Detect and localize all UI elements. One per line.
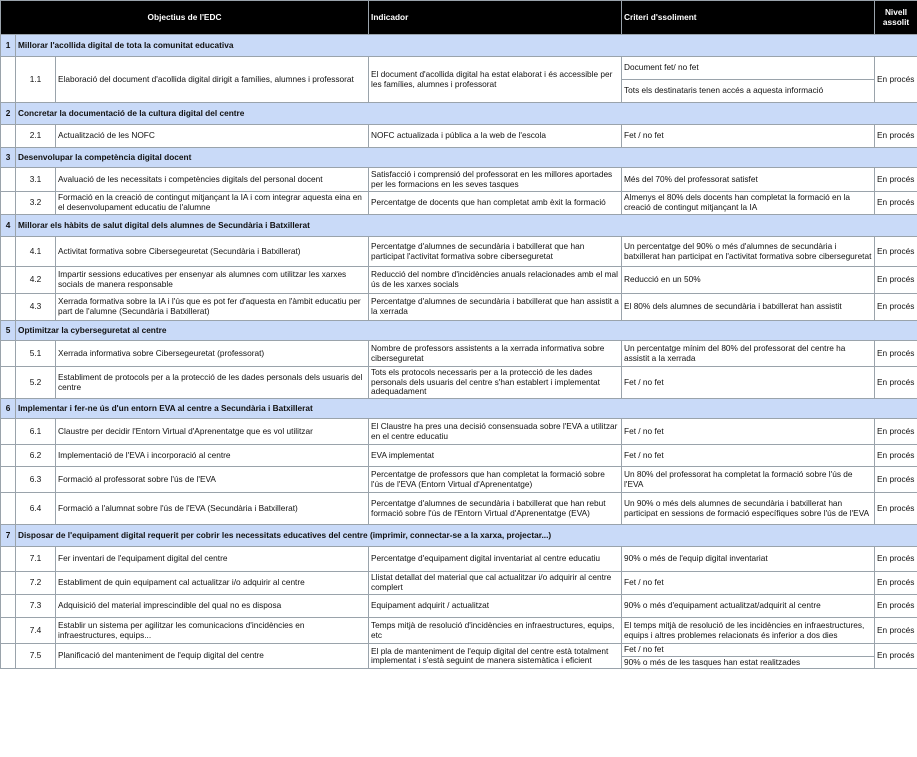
- section-row: [1, 148, 917, 168]
- indicator-text: Satisfacció i comprensió del professorat en les millores aportades per les formacions en les seves tasques: [369, 168, 622, 192]
- level-text: En procés: [875, 445, 917, 467]
- row-spacer: [1, 267, 16, 294]
- action-id: 5.1: [16, 341, 56, 367]
- row-spacer: [1, 419, 16, 445]
- table-row: [1, 57, 917, 80]
- section-number: 3: [1, 148, 16, 168]
- header-indicador: Indicador: [369, 1, 622, 35]
- action-id: 7.5: [16, 644, 56, 669]
- indicator-text: Percentatge d'alumnes de secundària i batxillerat que han assistit a la xerrada: [369, 294, 622, 321]
- table-row: [1, 267, 917, 294]
- criteria-text: Un percentatge del 90% o més d'alumnes de secundària i batxillerat han participat en l'activitat formativa sobre ciberseguretat: [622, 237, 875, 267]
- row-spacer: [1, 125, 16, 148]
- action-text: Fer inventari de l'equipament digital del centre: [56, 547, 369, 572]
- table-row: [1, 572, 917, 595]
- level-text: En procés: [875, 367, 917, 399]
- section-title: Disposar de l'equipament digital requerit per cobrir les necessitats educatives del centre (imprimir, connectar-se a la xarxa, projectar...): [16, 525, 917, 547]
- row-spacer: [1, 192, 16, 215]
- action-id: 7.3: [16, 595, 56, 618]
- action-id: 3.2: [16, 192, 56, 215]
- criteria-text: Un 90% o més dels alumnes de secundària i batxillerat han participat en sessions de formació específiques sobre l'ús de l'EVA: [622, 493, 875, 525]
- action-text: Claustre per decidir l'Entorn Virtual d'Aprenentatge que es vol utilitzar: [56, 419, 369, 445]
- action-text: Establiment de protocols per a la protecció de les dades personals dels usuaris del centre: [56, 367, 369, 399]
- row-spacer: [1, 57, 16, 103]
- indicator-text: Percentatge d'equipament digital inventariat al centre educatiu: [369, 547, 622, 572]
- action-id: 7.4: [16, 618, 56, 644]
- action-id: 6.3: [16, 467, 56, 493]
- section-row: [1, 399, 917, 419]
- indicator-text: Equipament adquirit / actualitzat: [369, 595, 622, 618]
- table-row: [1, 294, 917, 321]
- criteria-text: Document fet/ no fet: [622, 57, 875, 80]
- level-text: En procés: [875, 341, 917, 367]
- header-nivell: Nivell assolit: [875, 1, 917, 35]
- indicator-text: Percentatge d'alumnes de secundària i batxillerat que han rebut formació sobre l'ús de l'Entorn Virtual d'Aprenentatge (EVA): [369, 493, 622, 525]
- section-row: [1, 103, 917, 125]
- table-row: [1, 644, 917, 657]
- action-id: 6.2: [16, 445, 56, 467]
- table-row: [1, 367, 917, 399]
- indicator-text: Tots els protocols necessaris per a la protecció de les dades personals dels usuaris del centre s'han establert i implementat adequadament: [369, 367, 622, 399]
- row-spacer: [1, 618, 16, 644]
- section-title: Concretar la documentació de la cultura digital del centre: [16, 103, 917, 125]
- row-spacer: [1, 467, 16, 493]
- row-spacer: [1, 168, 16, 192]
- row-spacer: [1, 547, 16, 572]
- action-text: Implementació de l'EVA i incorporació al centre: [56, 445, 369, 467]
- criteria-text: El 80% dels alumnes de secundària i batxillerat han assistit: [622, 294, 875, 321]
- level-text: En procés: [875, 168, 917, 192]
- criteria-text: Més del 70% del professorat satisfet: [622, 168, 875, 192]
- section-title: Optimitzar la cyberseguretat al centre: [16, 321, 917, 341]
- action-text: Establir un sistema per agilitzar les comunicacions d'incidències en infraestructures, equips...: [56, 618, 369, 644]
- action-text: Formació en la creació de contingut mitjançant la IA i com integrar aquesta eina en el desenvolupament educatiu de l'alumne: [56, 192, 369, 215]
- level-text: En procés: [875, 547, 917, 572]
- action-id: 3.1: [16, 168, 56, 192]
- indicator-text: EVA implementat: [369, 445, 622, 467]
- level-text: En procés: [875, 618, 917, 644]
- indicator-text: NOFC actualizada i pública a la web de l'escola: [369, 125, 622, 148]
- action-id: 5.2: [16, 367, 56, 399]
- table-row: [1, 467, 917, 493]
- row-spacer: [1, 341, 16, 367]
- action-text: Planificació del manteniment de l'equip digital del centre: [56, 644, 369, 669]
- criteria-text: Fet / no fet: [622, 367, 875, 399]
- table-body: [1, 35, 917, 669]
- action-text: Elaboració del document d'acollida digital dirigit a famílies, alumnes i professorat: [56, 57, 369, 103]
- section-number: 5: [1, 321, 16, 341]
- action-id: 4.2: [16, 267, 56, 294]
- row-spacer: [1, 595, 16, 618]
- indicator-text: Reducció del nombre d'incidències anuals relacionades amb el mal ús de les xarxes socials: [369, 267, 622, 294]
- section-title: Millorar els hàbits de salut digital dels alumnes de Secundària i Batxillerat: [16, 215, 917, 237]
- level-text: En procés: [875, 493, 917, 525]
- action-id: 7.2: [16, 572, 56, 595]
- action-text: Xerrada formativa sobre la IA i l'ús que es pot fer d'aquesta en l'àmbit educatiu per part de l'alumne (Secundària i Batxillerat): [56, 294, 369, 321]
- criteria-text: El temps mitjà de resolució de les incidències en infraestructures, equips i altres problemes relacionats és inferior a dos dies: [622, 618, 875, 644]
- section-number: 2: [1, 103, 16, 125]
- action-text: Activitat formativa sobre Cibersegeuretat (Secundària i Batxillerat): [56, 237, 369, 267]
- level-text: En procés: [875, 644, 917, 669]
- action-id: 7.1: [16, 547, 56, 572]
- level-text: En procés: [875, 267, 917, 294]
- criteria-text: 90% o més de les tasques han estat realitzades: [622, 656, 875, 669]
- action-id: 1.1: [16, 57, 56, 103]
- level-text: En procés: [875, 572, 917, 595]
- section-number: 1: [1, 35, 16, 57]
- level-text: En procés: [875, 237, 917, 267]
- criteria-text: Fet / no fet: [622, 419, 875, 445]
- action-text: Formació al professorat sobre l'ús de l'EVA: [56, 467, 369, 493]
- action-text: Impartir sessions educatives per ensenyar als alumnes com utilitzar les xarxes socials de manera responsable: [56, 267, 369, 294]
- indicator-text: Temps mitjà de resolució d'incidències en infraestructures, equips, etc: [369, 618, 622, 644]
- section-title: Desenvolupar la competència digital docent: [16, 148, 917, 168]
- table-row: [1, 237, 917, 267]
- section-number: 4: [1, 215, 16, 237]
- action-text: Xerrada informativa sobre Cibersegeuretat (professorat): [56, 341, 369, 367]
- level-text: En procés: [875, 419, 917, 445]
- criteria-text: Fet / no fet: [622, 572, 875, 595]
- row-spacer: [1, 367, 16, 399]
- table-row: [1, 341, 917, 367]
- criteria-text: Fet / no fet: [622, 125, 875, 148]
- indicator-text: El Claustre ha pres una decisió consensuada sobre l'EVA a utilitzar en el centre educatiu: [369, 419, 622, 445]
- action-text: Establiment de quin equipament cal actualitzar i/o adquirir al centre: [56, 572, 369, 595]
- criteria-text: 90% o més d'equipament actualitzat/adquirit al centre: [622, 595, 875, 618]
- indicator-text: Llistat detallat del material que cal actualitzar i/o adquirir al centre complert: [369, 572, 622, 595]
- table-row: [1, 547, 917, 572]
- header-criteri: Criteri d'ssoliment: [622, 1, 875, 35]
- table-row: [1, 125, 917, 148]
- row-spacer: [1, 237, 16, 267]
- action-id: 2.1: [16, 125, 56, 148]
- level-text: En procés: [875, 125, 917, 148]
- header-objectius: Objectius de l'EDC: [1, 1, 369, 35]
- indicator-text: Percentatge de docents que han completat amb èxit la formació: [369, 192, 622, 215]
- header-row: [1, 1, 917, 35]
- table-row: [1, 168, 917, 192]
- indicator-text: Percentatge d'alumnes de secundària i batxillerat que han participat l'activitat formativa sobre ciberseguretat: [369, 237, 622, 267]
- action-id: 6.4: [16, 493, 56, 525]
- row-spacer: [1, 644, 16, 669]
- section-number: 6: [1, 399, 16, 419]
- criteria-text: 90% o més de l'equip digital inventariat: [622, 547, 875, 572]
- criteria-text: Fet / no fet: [622, 644, 875, 657]
- indicator-text: Percentatge de professors que han completat la formació sobre l'ús de l'EVA (Entorn Virtual d'Aprenentatge): [369, 467, 622, 493]
- action-text: Formació a l'alumnat sobre l'ús de l'EVA (Secundària i Batxillerat): [56, 493, 369, 525]
- table-row: [1, 445, 917, 467]
- table-row: [1, 595, 917, 618]
- section-number: 7: [1, 525, 16, 547]
- criteria-text: Almenys el 80% dels docents han completat la formació en la creació de contingut mitjançant la IA: [622, 192, 875, 215]
- indicator-text: El document d'acollida digital ha estat elaborat i és accessible per les famílies, alumnes i professorat: [369, 57, 622, 103]
- row-spacer: [1, 493, 16, 525]
- criteria-text: Tots els destinataris tenen accés a aquesta informació: [622, 80, 875, 103]
- table-row: [1, 192, 917, 215]
- row-spacer: [1, 294, 16, 321]
- section-row: [1, 35, 917, 57]
- criteria-text: Un 80% del professorat ha completat la formació sobre l'ús de l'EVA: [622, 467, 875, 493]
- section-title: Implementar i fer-ne ús d'un entorn EVA al centre a Secundària i Batxillerat: [16, 399, 917, 419]
- level-text: En procés: [875, 467, 917, 493]
- table-row: [1, 618, 917, 644]
- action-text: Adquisició del material imprescindible del qual no es disposa: [56, 595, 369, 618]
- action-text: Actualització de les NOFC: [56, 125, 369, 148]
- section-row: [1, 215, 917, 237]
- criteria-text: Un percentatge mínim del 80% del professorat del centre ha assistit a la xerrada: [622, 341, 875, 367]
- row-spacer: [1, 445, 16, 467]
- action-id: 4.3: [16, 294, 56, 321]
- action-id: 6.1: [16, 419, 56, 445]
- section-row: [1, 525, 917, 547]
- table-row: [1, 419, 917, 445]
- action-text: Avaluació de les necessitats i competències digitals del personal docent: [56, 168, 369, 192]
- section-title: Millorar l'acollida digital de tota la comunitat educativa: [16, 35, 917, 57]
- criteria-text: Fet / no fet: [622, 445, 875, 467]
- action-id: 4.1: [16, 237, 56, 267]
- indicator-text: El pla de manteniment de l'equip digital del centre està totalment implementat i s'està seguint de manera sistemàtica i eficient: [369, 644, 622, 669]
- section-row: [1, 321, 917, 341]
- level-text: En procés: [875, 294, 917, 321]
- table-row: [1, 493, 917, 525]
- row-spacer: [1, 572, 16, 595]
- level-text: En procés: [875, 57, 917, 103]
- indicator-text: Nombre de professors assistents a la xerrada informativa sobre ciberseguretat: [369, 341, 622, 367]
- level-text: En procés: [875, 192, 917, 215]
- criteria-text: Reducció en un 50%: [622, 267, 875, 294]
- level-text: En procés: [875, 595, 917, 618]
